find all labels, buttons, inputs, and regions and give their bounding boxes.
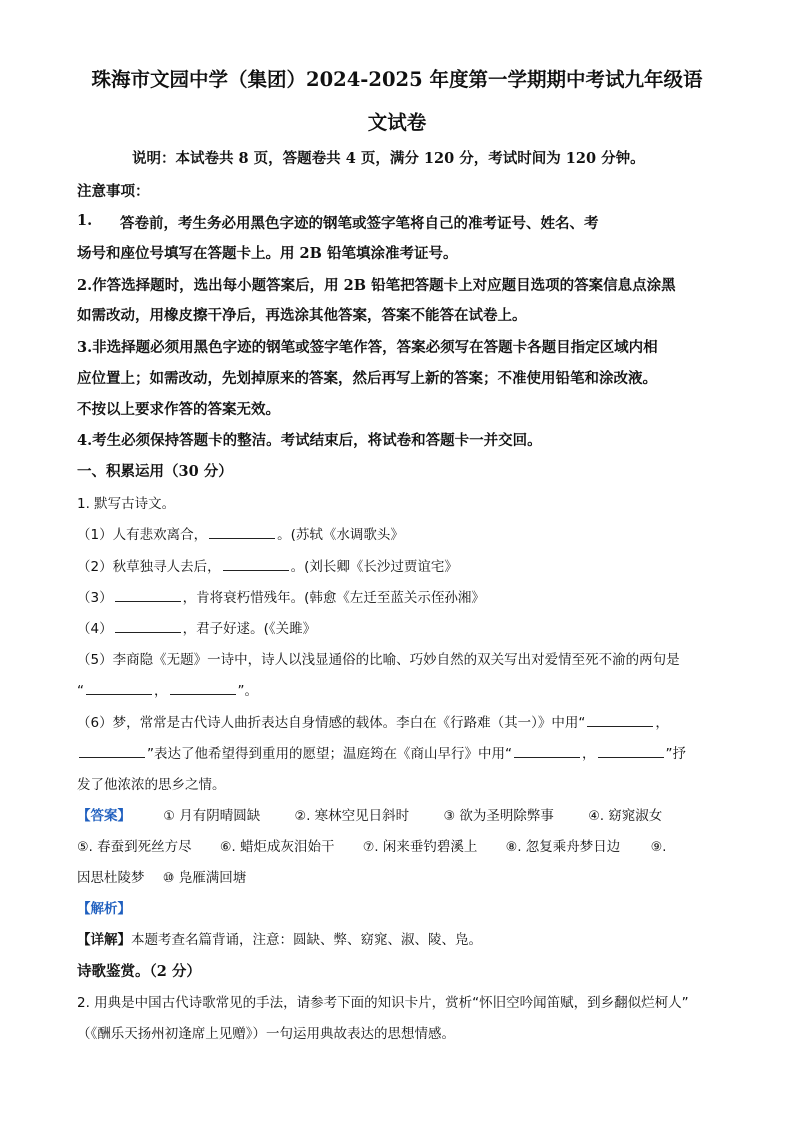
q1-item-6-line-a bbox=[77, 711, 669, 731]
answer-item: ③ 欲为圣明除弊事 bbox=[443, 808, 554, 824]
answer-blank[interactable] bbox=[79, 745, 145, 758]
answer-blank[interactable] bbox=[223, 558, 289, 571]
section1-heading: 一、积累运用（30 分） bbox=[77, 463, 233, 480]
q1-item-2-pre: （2）秋草独寻人去后， bbox=[77, 559, 221, 575]
notice-item-3-line-a: 3.非选择题必须用黑色字迹的钢笔或签字笔作答，答案必须写在答题卡各题目指定区域内相 bbox=[77, 339, 658, 356]
notice-item-2-line-b: 如需改动，用橡皮擦干净后，再选涂其他答案，答案不能答在试卷上。 bbox=[77, 307, 527, 324]
answer-row-2 bbox=[77, 835, 666, 855]
q1-item-6-line-a-pre: （6）梦，常常是古代诗人曲折表达自身情感的载体。李白在《行路难（其一）》中用“ bbox=[77, 715, 586, 731]
notice-item-3-line-b: 应位置上；如需改动，先划掉原来的答案，然后再写上新的答案；不准使用铅笔和涂改液。 bbox=[77, 370, 657, 387]
notice-item-4: 4.考生必须保持答题卡的整洁。考试结束后，将试卷和答题卡一并交回。 bbox=[77, 432, 542, 449]
q1-item-5-close-quote: ”。 bbox=[237, 683, 258, 699]
answer-item: ① 月有阴晴圆缺 bbox=[163, 808, 261, 824]
q1-item-3-post: ，肯将衰朽惜残年。(韩愈《左迁至蓝关示侄孙湘》 bbox=[182, 590, 485, 606]
answer-tag: 【答案】 bbox=[77, 808, 131, 824]
q1-item-6-line-b-post: ”表达了他希望得到重用的愿望；温庭筠在《商山早行》中用“ bbox=[147, 746, 512, 762]
answer-blank[interactable] bbox=[587, 714, 653, 727]
notice-item-2-line-a: 2.作答选择题时，选出每小题答案后，用 2B 铅笔把答题卡上对应题目选项的答案信息点涂黑 bbox=[77, 277, 676, 294]
answer-item: ⑨. bbox=[650, 840, 667, 855]
q1-item-3-pre: （3） bbox=[77, 590, 113, 606]
q1-item-5-line-a: （5）李商隐《无题》一诗中，诗人以浅显通俗的比喻、巧妙自然的双关写出对爱情至死不渝的两句是 bbox=[77, 652, 680, 668]
q1-item-5-comma: ， bbox=[154, 683, 168, 699]
q1-item-6-line-a-post: ， bbox=[655, 715, 669, 731]
notice-item-1-num: 1. bbox=[77, 212, 93, 229]
q1-item-3 bbox=[77, 586, 485, 606]
q2-line-b: （《酬乐天扬州初逢席上见赠》）一句运用典故表达的思想情感。 bbox=[77, 1026, 455, 1042]
answer-row-1 bbox=[77, 804, 662, 824]
exam-note: 说明：本试卷共 8 页，答题卷共 4 页，满分 120 分，考试时间为 120 分钟。 bbox=[132, 150, 645, 167]
answer-blank[interactable] bbox=[209, 526, 275, 539]
answer-item: ②. 寒林空见日斜时 bbox=[294, 808, 410, 824]
q1-item-5-line-b bbox=[77, 679, 258, 699]
q1-title: 1. 默写古诗文。 bbox=[77, 496, 176, 512]
analysis-detail bbox=[77, 928, 482, 948]
answer-blank[interactable] bbox=[86, 682, 152, 695]
answer-blank[interactable] bbox=[115, 589, 181, 602]
answer-item: ⑧. 忽复乘舟梦日边 bbox=[505, 839, 621, 855]
answer-item: ④. 窈窕淑女 bbox=[588, 808, 663, 824]
analysis-tag: 【解析】 bbox=[77, 901, 131, 917]
detail-tag: 【详解】 bbox=[77, 932, 131, 948]
answer-item: 因思杜陵梦 bbox=[77, 870, 145, 886]
q2-line-a: 2. 用典是中国古代诗歌常见的手法，请参考下面的知识卡片，赏析“怀旧空吟闻笛赋，到乡翻似烂柯人” bbox=[77, 995, 689, 1011]
answer-item: ⑦. 闲来垂钓碧溪上 bbox=[362, 839, 478, 855]
q1-item-5-open-quote: “ bbox=[77, 683, 84, 699]
answer-blank[interactable] bbox=[170, 682, 236, 695]
section2-heading: 诗歌鉴赏。（2 分） bbox=[77, 963, 201, 980]
q1-item-4-post: ，君子好逑。(《关雎》 bbox=[182, 621, 317, 637]
q1-item-2 bbox=[77, 555, 458, 575]
notice-item-1-line-a: 答卷前，考生务必用黑色字迹的钢笔或签字笔将自己的准考证号、姓名、考 bbox=[120, 215, 599, 232]
answer-blank[interactable] bbox=[598, 745, 664, 758]
q1-item-6-line-b-end: ”抒 bbox=[665, 746, 686, 762]
answer-blank[interactable] bbox=[115, 620, 181, 633]
q1-item-2-post: 。(刘长卿《长沙过贾谊宅》 bbox=[290, 559, 458, 575]
q1-item-6-line-b-mid: ， bbox=[582, 746, 596, 762]
q1-item-4 bbox=[77, 617, 316, 637]
q1-item-6-line-b bbox=[77, 742, 686, 762]
q1-item-1 bbox=[77, 523, 404, 543]
detail-text: 本题考查名篇背诵，注意：圆缺、弊、窈窕、淑、陵、凫。 bbox=[131, 932, 482, 948]
q1-item-4-pre: （4） bbox=[77, 621, 113, 637]
answer-blank[interactable] bbox=[514, 745, 580, 758]
answer-row-3 bbox=[77, 866, 246, 886]
notice-item-3-line-c: 不按以上要求作答的答案无效。 bbox=[77, 401, 280, 418]
page-title-line1: 珠海市文园中学（集团）2024-2025 年度第一学期期中考试九年级语 bbox=[91, 68, 703, 91]
notice-item-1-line-b: 场号和座位号填写在答题卡上。用 2B 铅笔填涂准考证号。 bbox=[77, 245, 458, 262]
q1-item-1-post: 。(苏轼《水调歌头》 bbox=[277, 527, 404, 543]
notice-heading: 注意事项： bbox=[77, 183, 150, 200]
page-title-line2: 文试卷 bbox=[367, 111, 427, 134]
answer-item: ⑥. 蜡炬成灰泪始干 bbox=[219, 839, 335, 855]
q1-item-6-line-c: 发了他浓浓的思乡之情。 bbox=[77, 777, 226, 793]
answer-item: ⑩ 凫雁满回塘 bbox=[162, 870, 247, 886]
answer-item: ⑤. 春蚕到死丝方尽 bbox=[77, 839, 192, 855]
q1-item-1-pre: （1）人有悲欢离合， bbox=[77, 527, 208, 543]
